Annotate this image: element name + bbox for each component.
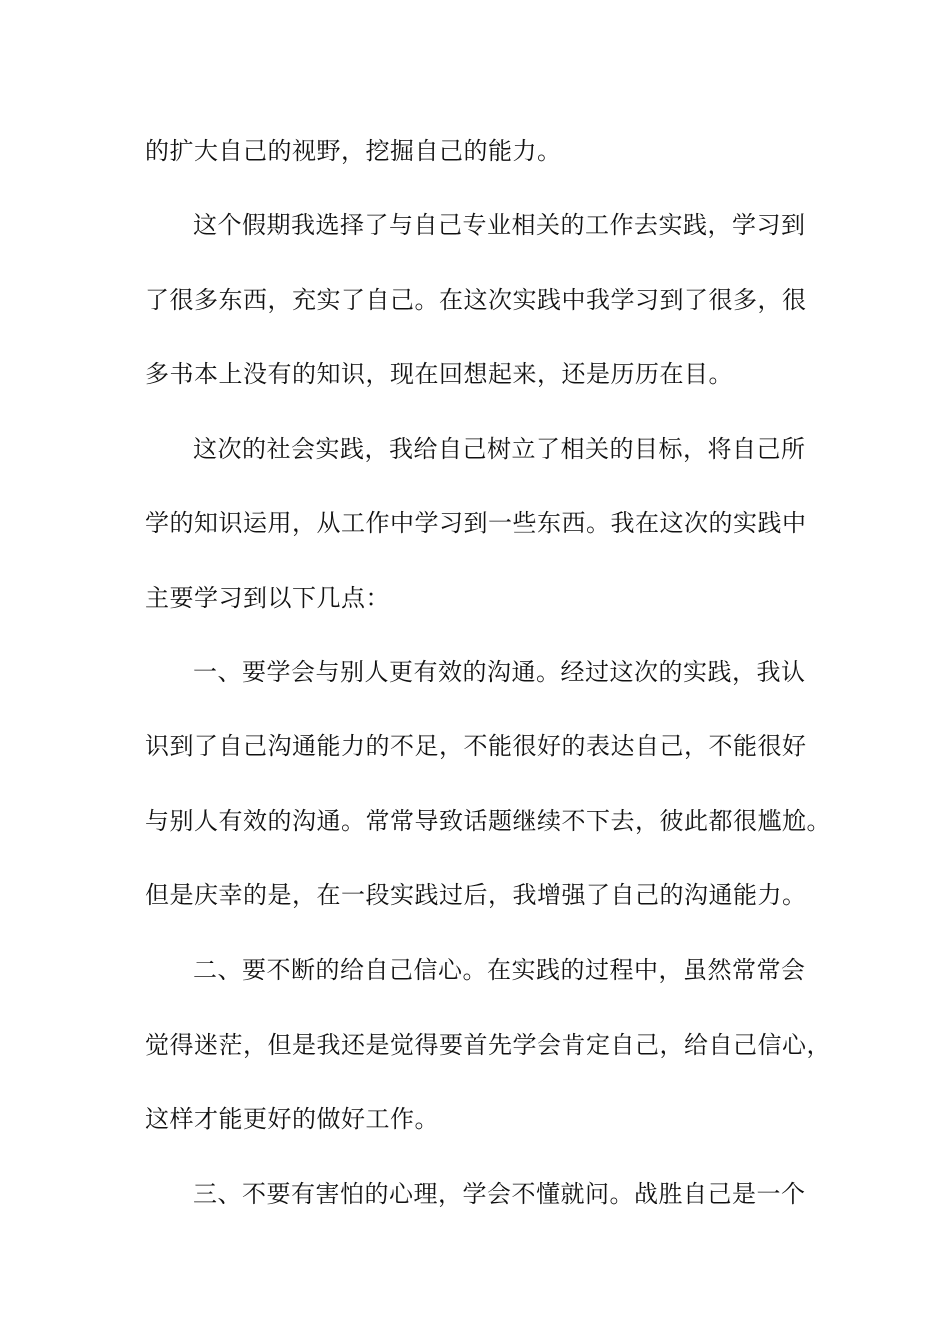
paragraph-first-line: 这个假期我选择了与自己专业相关的工作去实践，学习到 [193,211,806,239]
text-line: 多书本上没有的知识，现在回想起来，还是历历在目。 [145,360,733,388]
text-line: 这样才能更好的做好工作。 [145,1105,439,1133]
paragraph-first-line: 三、不要有害怕的心理，学会不懂就问。战胜自己是一个 [193,1180,806,1208]
text-line: 但是庆幸的是，在一段实践过后，我增强了自己的沟通能力。 [145,881,807,909]
text-line: 了很多东西，充实了自己。在这次实践中我学习到了很多，很 [145,286,807,314]
paragraph-first-line: 一、要学会与别人更有效的沟通。经过这次的实践，我认 [193,658,806,686]
text-line: 学的知识运用，从工作中学习到一些东西。我在这次的实践中 [145,509,807,537]
text-line: 的扩大自己的视野，挖掘自己的能力。 [145,137,562,165]
paragraph-first-line: 这次的社会实践，我给自己树立了相关的目标，将自己所 [193,435,806,463]
text-line: 与别人有效的沟通。常常导致话题继续不下去，彼此都很尴尬。 [145,807,831,835]
text-line: 主要学习到以下几点： [145,584,390,612]
text-line: 觉得迷茫，但是我还是觉得要首先学会肯定自己，给自己信心， [145,1031,831,1059]
text-line: 识到了自己沟通能力的不足，不能很好的表达自己，不能很好 [145,732,807,760]
paragraph-first-line: 二、要不断的给自己信心。在实践的过程中，虽然常常会 [193,956,806,984]
